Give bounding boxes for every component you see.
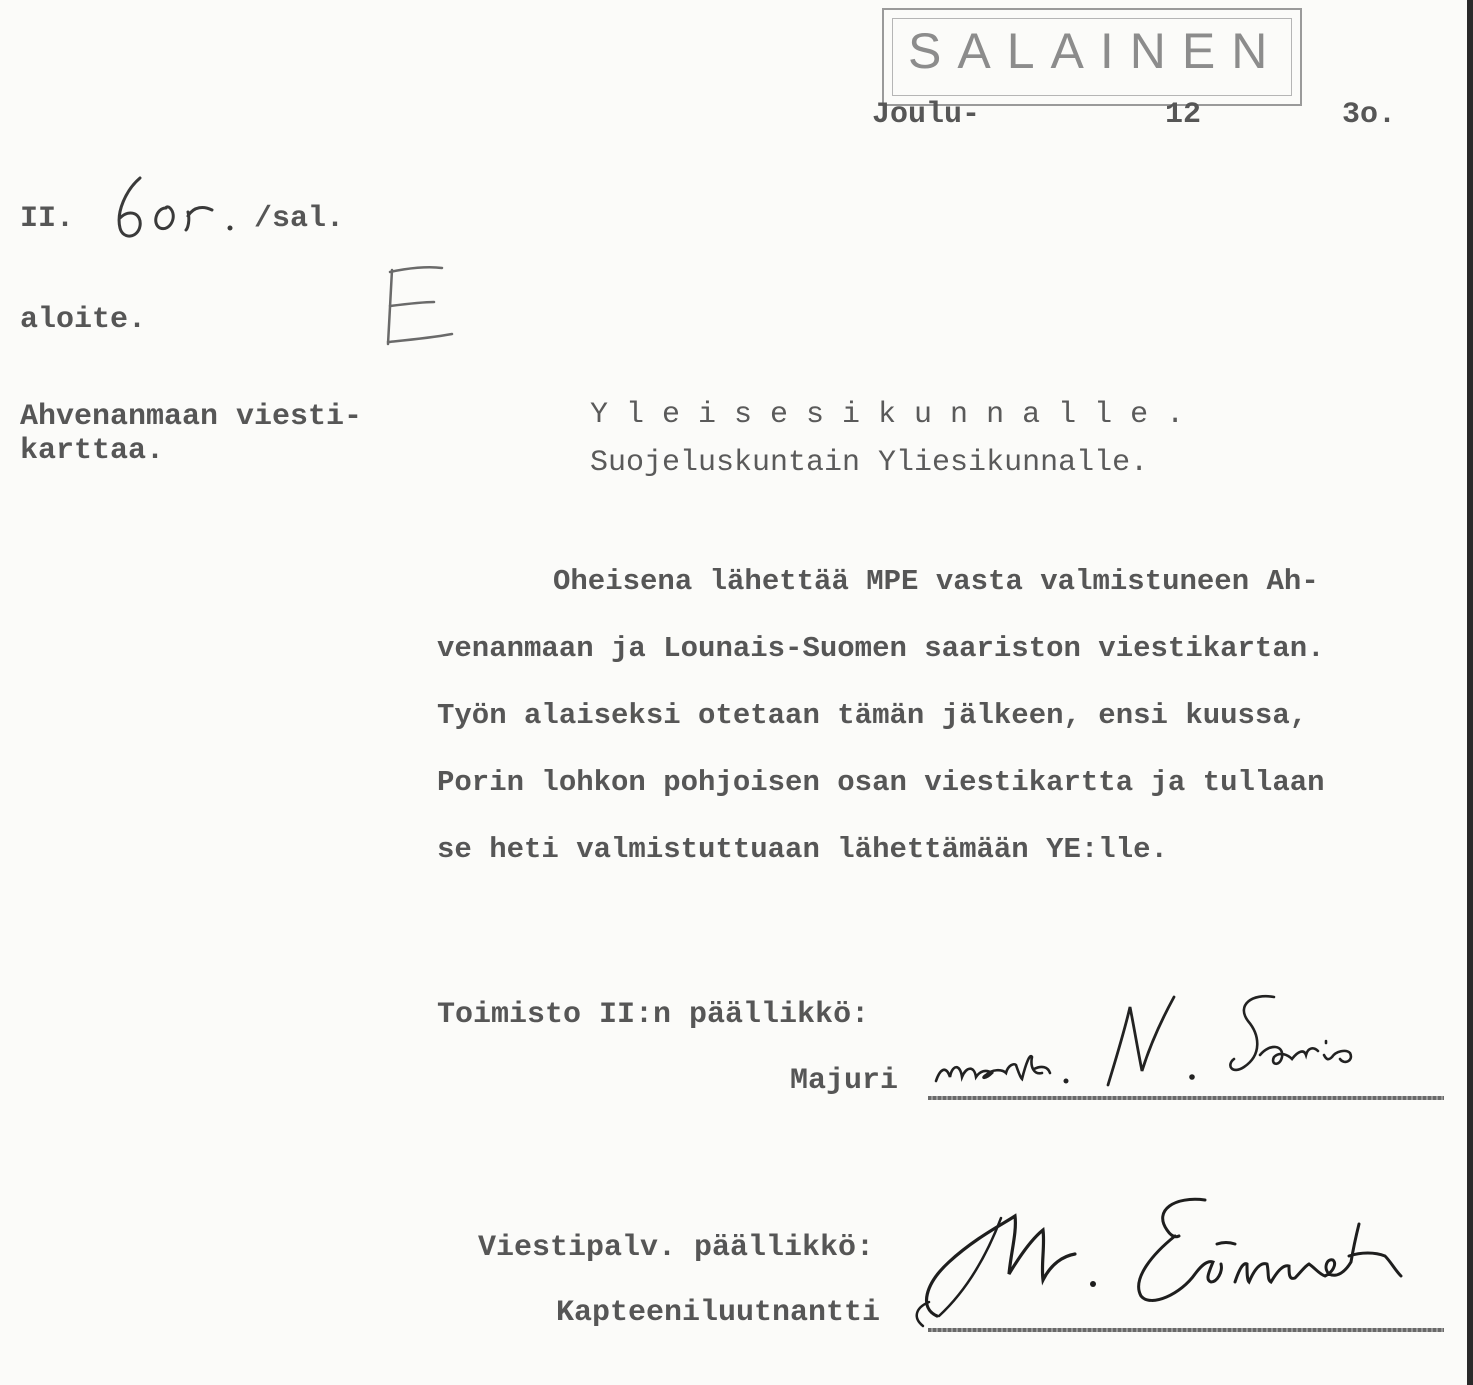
signature-2-role: Viestipalv. päällikkö: xyxy=(478,1231,875,1265)
body-line-5: se heti valmistuttuaan lähettämään YE:lle. xyxy=(437,833,1168,866)
body-line-2: venanmaan ja Lounais-Suomen saariston viestikartan. xyxy=(437,632,1325,665)
signature-1-role: Toimisto II:n päällikkö: xyxy=(437,998,870,1032)
addressee-primary: Y l e i s e s i k u n n a l l e . xyxy=(590,398,1185,432)
signature-1-line xyxy=(928,1096,1444,1100)
stamp-text: SALAINEN xyxy=(908,23,1284,79)
document-type: aloite. xyxy=(20,303,147,337)
signature-1-rank: Majuri xyxy=(790,1064,899,1098)
body-line-1: Oheisena lähettää MPE vasta valmistuneen Ah- xyxy=(553,565,1319,598)
date-year: 3o. xyxy=(1342,98,1397,132)
signature-2-line xyxy=(928,1328,1444,1332)
handwritten-reference-number xyxy=(108,170,243,245)
reference-suffix: /sal. xyxy=(254,202,345,236)
reference-prefix: II. xyxy=(20,202,75,236)
body-line-4: Porin lohkon pohjoisen osan viestikartta ja tullaan xyxy=(437,766,1325,799)
addressee-secondary: Suojeluskuntain Yliesikunnalle. xyxy=(590,446,1149,480)
handwritten-letter-mark xyxy=(380,262,460,352)
scan-edge xyxy=(1467,0,1473,1385)
subject-line-1: Ahvenanmaan viesti- xyxy=(20,400,363,434)
signature-2-rank: Kapteeniluutnantti xyxy=(556,1296,881,1330)
signature-1-handwritten xyxy=(930,985,1410,1105)
date-month: Joulu- xyxy=(872,98,981,132)
subject-line-2: karttaa. xyxy=(20,434,165,468)
signature-2-handwritten xyxy=(905,1190,1445,1335)
date-day: 12 xyxy=(1165,98,1202,132)
body-line-3: Työn alaiseksi otetaan tämän jälkeen, ensi kuussa, xyxy=(437,699,1308,732)
classification-stamp xyxy=(882,8,1302,106)
